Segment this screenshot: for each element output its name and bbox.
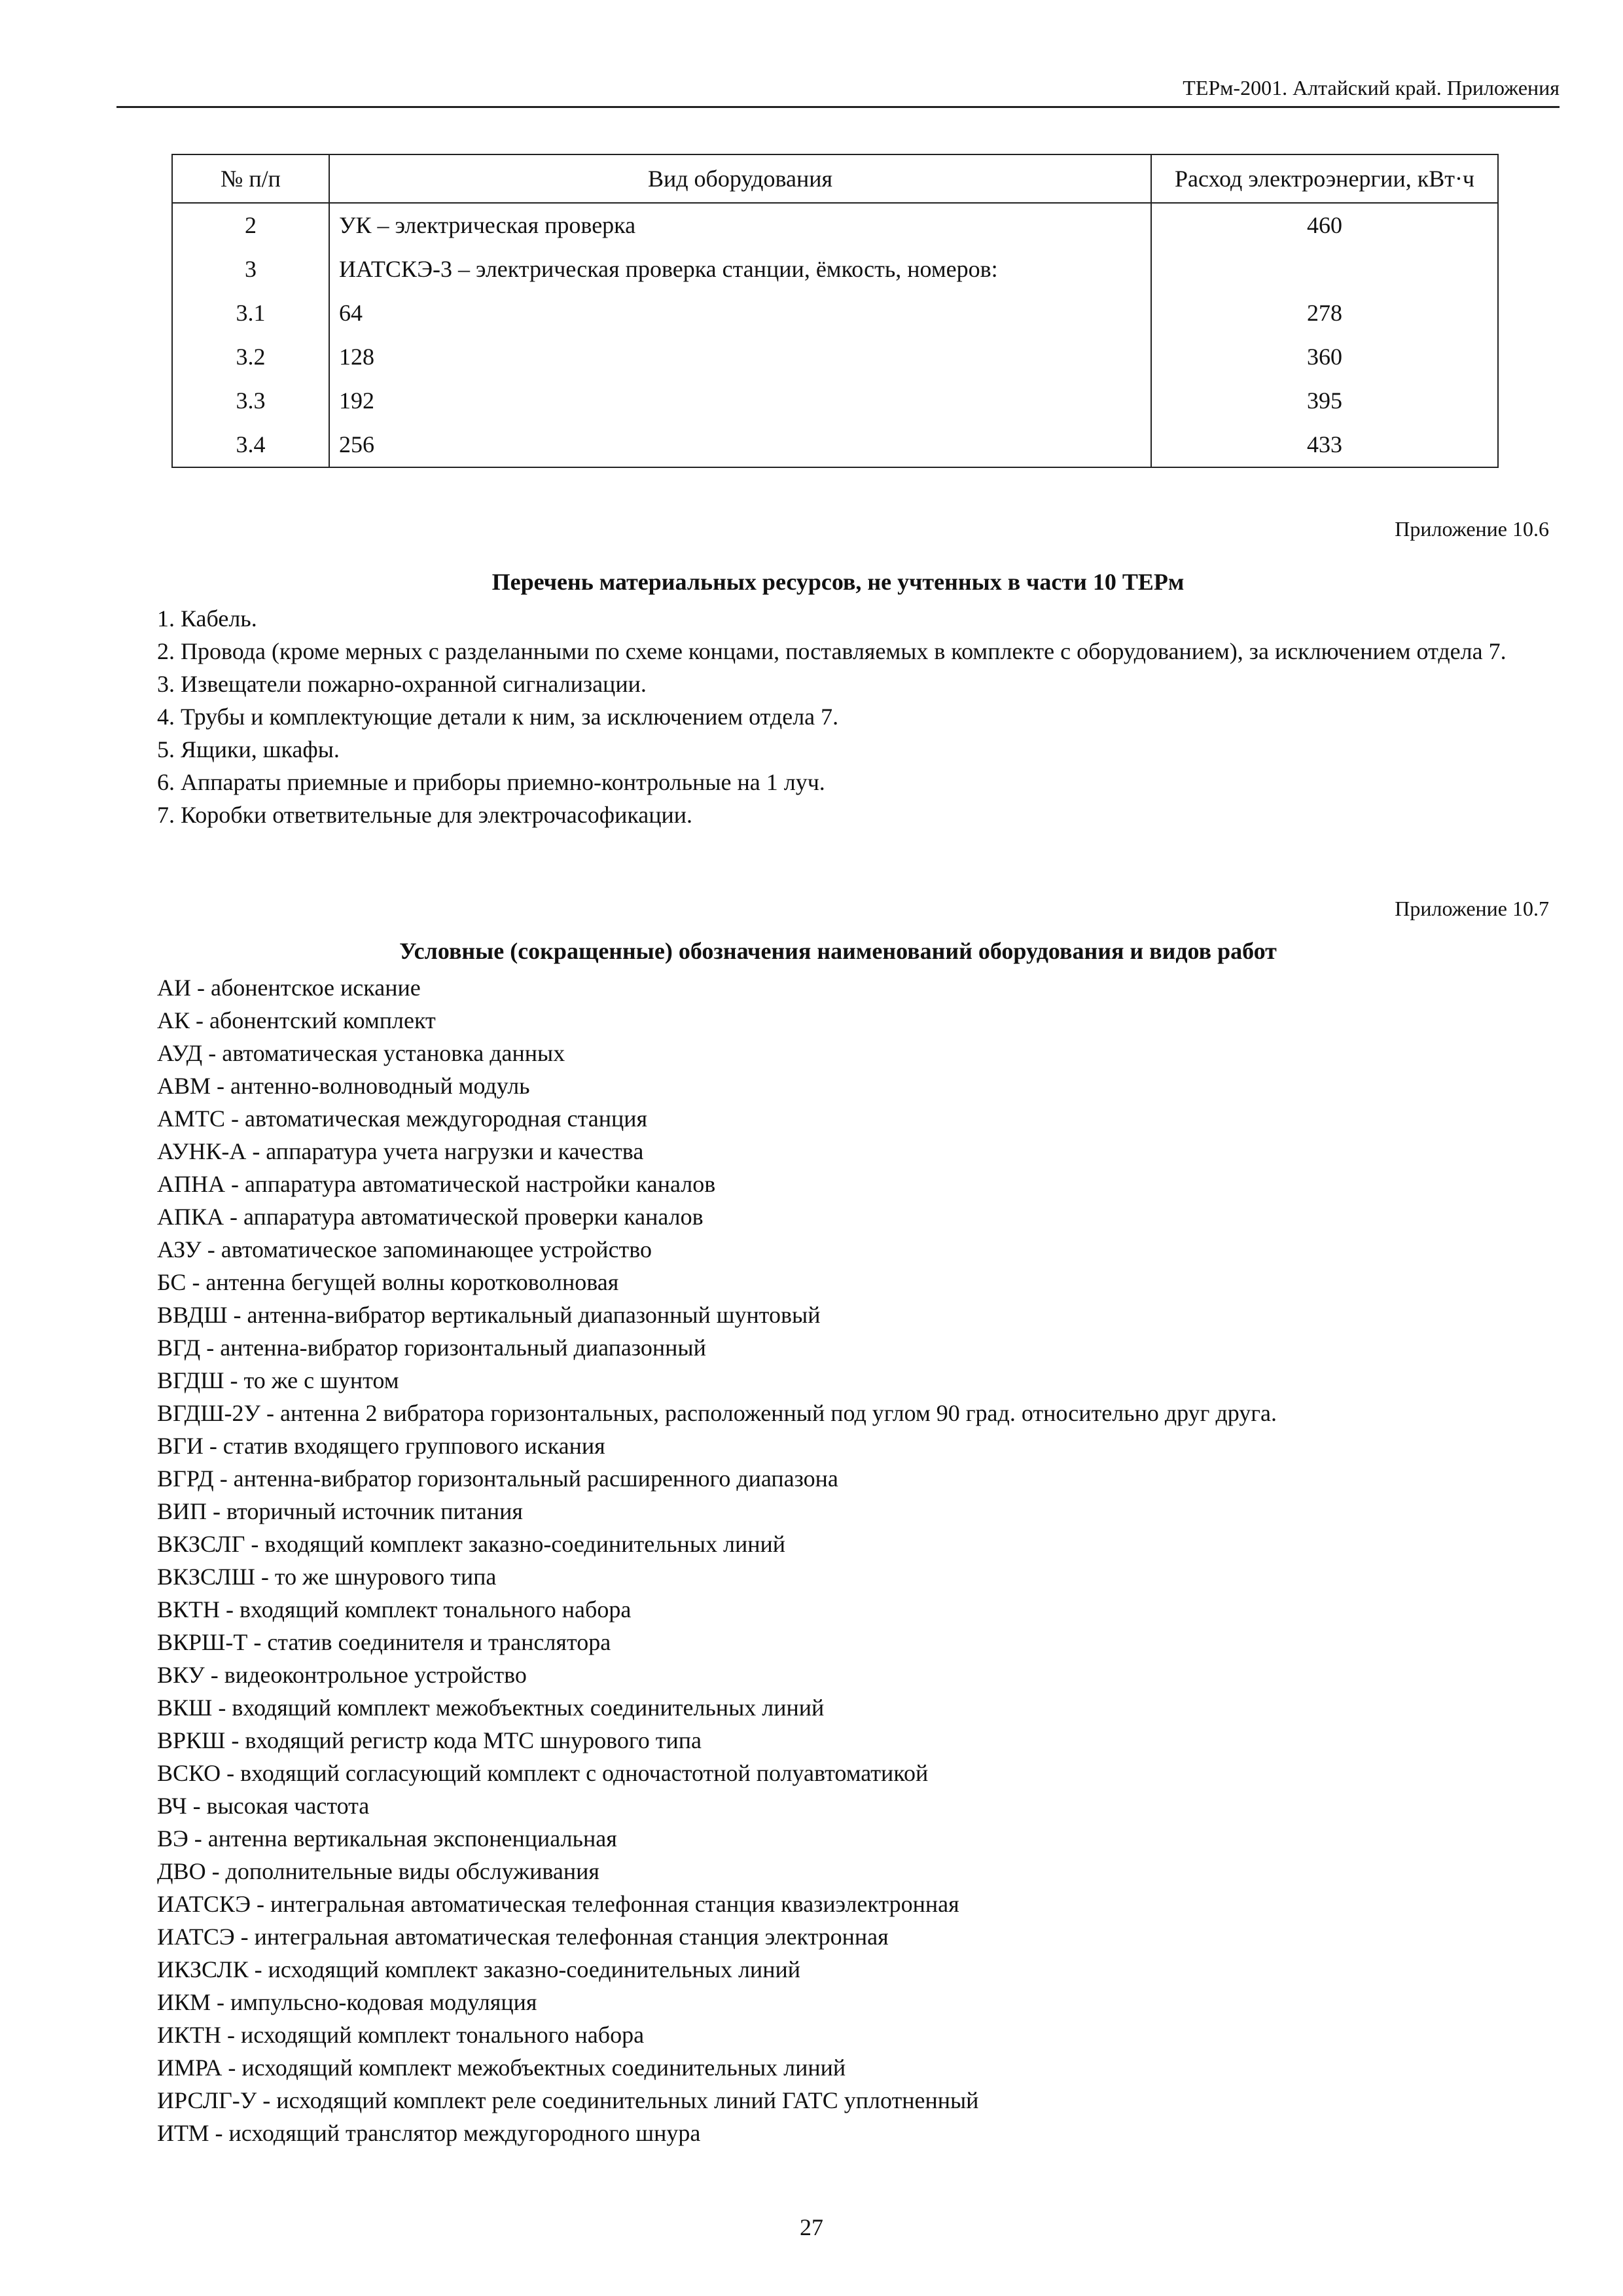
column-header-equipment: Вид оборудования [329, 154, 1151, 203]
abbreviation-item: ИАТСЭ - интегральная автоматическая телефонная станция электронная [157, 1924, 889, 1950]
abbreviation-item: АИ - абонентское искание [157, 975, 421, 1001]
abbreviation-item: ВИП - вторичный источник питания [157, 1498, 523, 1524]
energy-value-cell: 278 [1151, 291, 1498, 335]
equipment-cell: УК – электрическая проверка [329, 203, 1151, 247]
abbreviation-item: АЗУ - автоматическое запоминающее устройство [157, 1236, 652, 1263]
energy-value-cell [1151, 247, 1498, 291]
abbreviation-item: ВКУ - видеоконтрольное устройство [157, 1662, 527, 1688]
energy-consumption-table [171, 154, 1499, 468]
abbreviation-item: АМТС - автоматическая междугородная станция [157, 1105, 648, 1132]
list-item: 2. Провода (кроме мерных с разделанными по схеме концами, поставляемых в комплекте с оборудованием), за исключением отдела 7. [157, 638, 1507, 664]
list-item: 3. Извещатели пожарно-охранной сигнализации. [157, 671, 647, 697]
appendix-10-7-label: Приложение 10.7 [1395, 897, 1549, 920]
column-header-number: № п/п [172, 154, 329, 203]
abbreviation-item: ВГД - антенна-вибратор горизонтальный диапазонный [157, 1335, 706, 1361]
list-item: 7. Коробки ответвительные для электрочасофикации. [157, 802, 693, 828]
abbreviation-item: ВГДШ-2У - антенна 2 вибратора горизонтальных, расположенный под углом 90 град. относительно друг друга. [157, 1400, 1277, 1426]
abbreviation-item: АК - абонентский комплект [157, 1007, 436, 1033]
row-number-cell: 3.3 [172, 379, 329, 423]
equipment-cell: 128 [329, 335, 1151, 379]
materials-list [116, 602, 1560, 831]
appendix-10-7-title: Условные (сокращенные) обозначения наименований оборудования и видов работ [399, 938, 1277, 964]
abbreviation-item: ВВДШ - антенна-вибратор вертикальный диапазонный шунтовый [157, 1302, 821, 1328]
table-body [172, 203, 1498, 467]
row-number-cell: 3.2 [172, 335, 329, 379]
abbreviation-item: ВГИ - статив входящего группового искания [157, 1433, 605, 1459]
abbreviation-item: ВГДШ - то же с шунтом [157, 1367, 399, 1393]
abbreviations-list [157, 971, 1277, 2149]
table-row [172, 379, 1498, 423]
equipment-cell: ИАТСКЭ-3 – электрическая проверка станции, ёмкость, номеров: [329, 247, 1151, 291]
equipment-cell: 192 [329, 379, 1151, 423]
energy-value-cell: 460 [1151, 203, 1498, 247]
column-header-energy: Расход электроэнергии, кВт·ч [1151, 154, 1498, 203]
abbreviation-item: ВГРД - антенна-вибратор горизонтальный расширенного диапазона [157, 1465, 838, 1492]
appendix-10-6-title: Перечень материальных ресурсов, не учтенных в части 10 ТЕРм [491, 569, 1185, 595]
equipment-cell: 64 [329, 291, 1151, 335]
abbreviation-item: АПНА - аппаратура автоматической настройки каналов [157, 1171, 716, 1197]
list-item: 5. Ящики, шкафы. [157, 736, 340, 762]
list-item: 4. Трубы и комплектующие детали к ним, за исключением отдела 7. [157, 704, 839, 730]
running-header: ТЕРм-2001. Алтайский край. Приложения [116, 73, 1560, 108]
abbreviation-item: ИКТН - исходящий комплект тонального набора [157, 2022, 645, 2048]
abbreviation-item: ВКЗСЛШ - то же шнурового типа [157, 1564, 497, 1590]
abbreviation-item: АУД - автоматическая установка данных [157, 1040, 565, 1066]
table-row [172, 203, 1498, 247]
row-number-cell: 3.1 [172, 291, 329, 335]
table-header-row [172, 154, 1498, 203]
abbreviation-item: БС - антенна бегущей волны коротковолновая [157, 1269, 619, 1295]
abbreviation-item: ВЧ - высокая частота [157, 1793, 370, 1819]
abbreviation-item: ВЭ - антенна вертикальная экспоненциальная [157, 1825, 617, 1852]
list-item: 6. Аппараты приемные и приборы приемно-контрольные на 1 луч. [157, 769, 825, 795]
energy-value-cell: 360 [1151, 335, 1498, 379]
abbreviation-item: АВМ - антенно-волноводный модуль [157, 1073, 530, 1099]
abbreviation-item: ВКРШ-Т - статив соединителя и транслятора [157, 1629, 611, 1655]
abbreviation-item: АПКА - аппаратура автоматической проверки каналов [157, 1204, 704, 1230]
row-number-cell: 3.4 [172, 423, 329, 467]
abbreviation-item: ВКЗСЛГ - входящий комплект заказно-соединительных линий [157, 1531, 786, 1557]
abbreviation-item: ИРСЛГ-У - исходящий комплект реле соединительных линий ГАТС уплотненный [157, 2087, 979, 2113]
abbreviation-item: ИТМ - исходящий транслятор междугородного шнура [157, 2120, 701, 2146]
abbreviation-item: ВСКО - входящий согласующий комплект с одночастотной полуавтоматикой [157, 1760, 929, 1786]
abbreviation-item: АУНК-А - аппаратура учета нагрузки и качества [157, 1138, 644, 1164]
abbreviation-item: ВКШ - входящий комплект межобъектных соединительных линий [157, 1695, 825, 1721]
row-number-cell: 2 [172, 203, 329, 247]
page-number: 27 [800, 2214, 823, 2240]
abbreviation-item: ИАТСКЭ - интегральная автоматическая телефонная станция квазиэлектронная [157, 1891, 959, 1917]
abbreviation-item: ИКЗСЛК - исходящий комплект заказно-соединительных линий [157, 1956, 800, 1982]
list-item: 1. Кабель. [157, 605, 257, 632]
table-row [172, 335, 1498, 379]
table-row [172, 247, 1498, 291]
energy-value-cell: 395 [1151, 379, 1498, 423]
abbreviation-item: ИКМ - импульсно-кодовая модуляция [157, 1989, 537, 2015]
appendix-10-6-label: Приложение 10.6 [1395, 517, 1549, 541]
abbreviation-item: ВРКШ - входящий регистр кода МТС шнурового типа [157, 1727, 702, 1753]
energy-value-cell: 433 [1151, 423, 1498, 467]
equipment-cell: 256 [329, 423, 1151, 467]
abbreviation-item: ДВО - дополнительные виды обслуживания [157, 1858, 599, 1884]
row-number-cell: 3 [172, 247, 329, 291]
abbreviation-item: ВКТН - входящий комплект тонального набора [157, 1596, 632, 1623]
table-row [172, 291, 1498, 335]
abbreviation-item: ИМРА - исходящий комплект межобъектных соединительных линий [157, 2054, 846, 2081]
table-row [172, 423, 1498, 467]
